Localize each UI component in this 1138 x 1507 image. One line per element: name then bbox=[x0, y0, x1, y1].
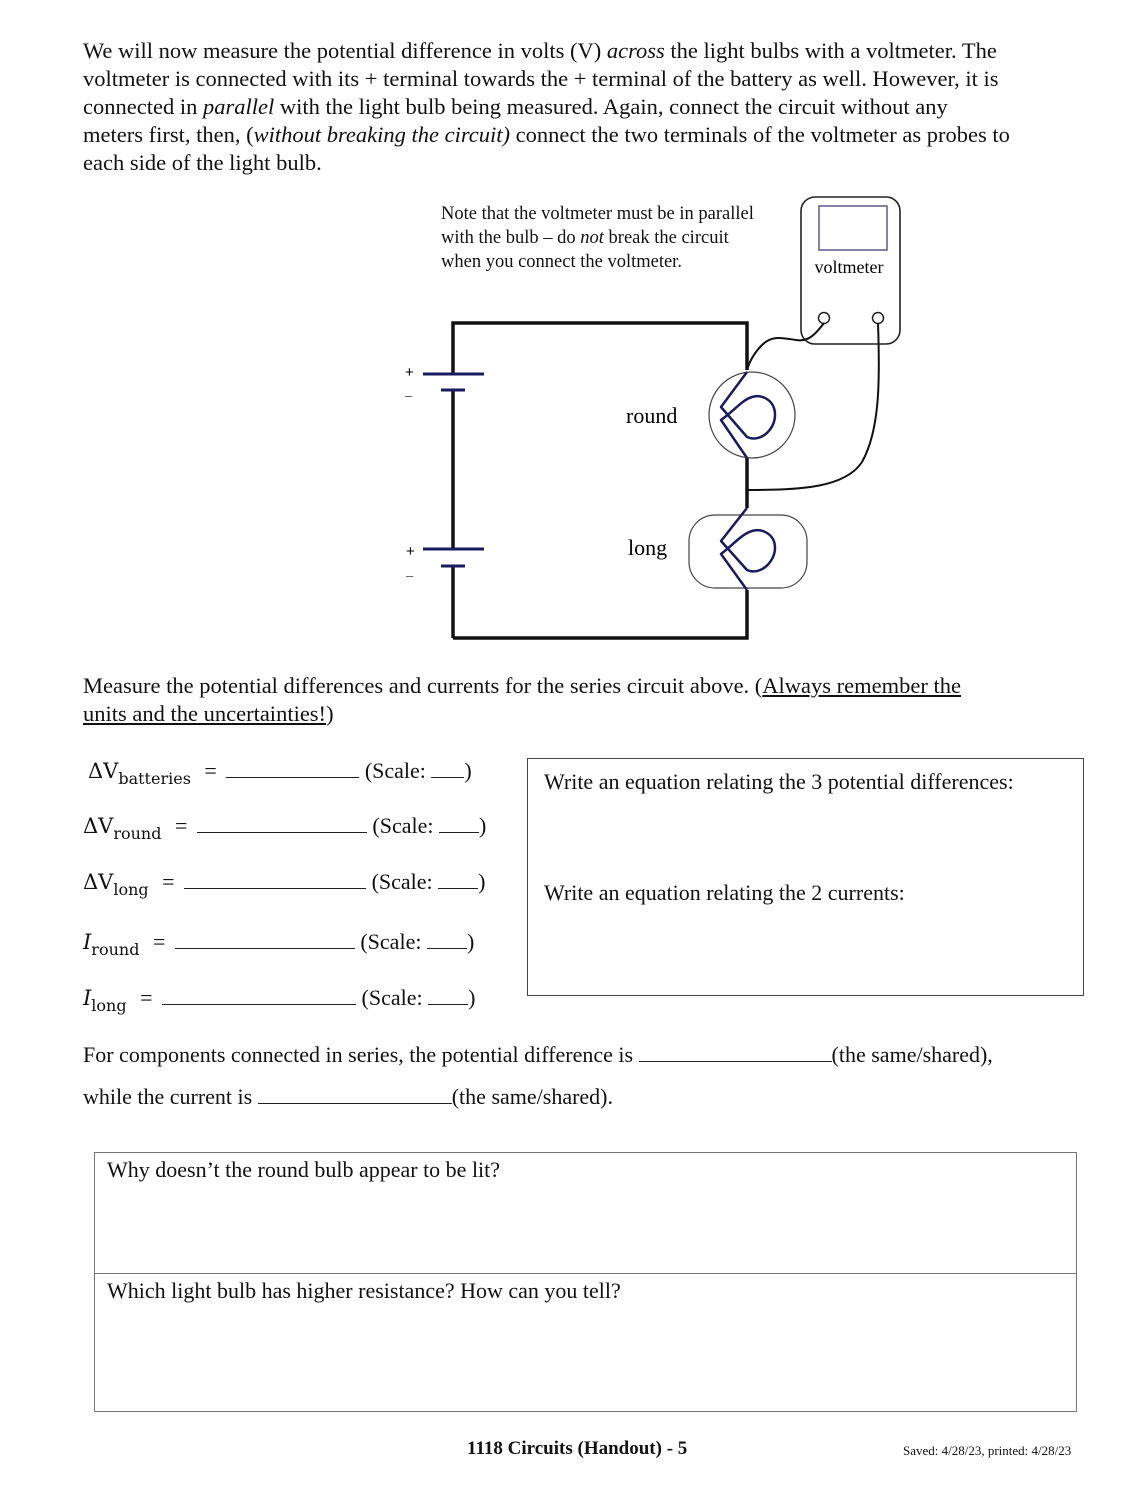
battery-bottom-plus: + bbox=[406, 543, 415, 560]
field-delta-v-long: $\Delta V_{long}$ = (Scale: ) bbox=[83, 869, 486, 899]
value-blank[interactable] bbox=[162, 986, 356, 1005]
battery-top-icon bbox=[423, 374, 484, 390]
voltmeter-minus-terminal bbox=[819, 313, 830, 324]
question-cell-resistance[interactable] bbox=[95, 1274, 1076, 1411]
round-bulb-label: round bbox=[626, 403, 678, 428]
intro-line-4: meters first, then, (without breaking the circuit) connect the two terminals of the voltmeter as probes to bbox=[83, 122, 1010, 147]
battery-top-minus: – bbox=[405, 388, 413, 403]
field-subscript: round bbox=[91, 940, 140, 959]
equation-prompt-currents: Write an equation relating the 2 currents: bbox=[544, 880, 905, 905]
voltmeter-label: voltmeter bbox=[814, 257, 884, 277]
battery-bottom-minus: – bbox=[406, 568, 414, 583]
note-line-3: when you connect the voltmeter. bbox=[441, 252, 682, 272]
voltmeter-screen bbox=[819, 206, 887, 250]
voltmeter-plus-terminal bbox=[873, 313, 884, 324]
equals-sign: = bbox=[174, 813, 188, 838]
field-symbol: ΔV bbox=[88, 759, 119, 783]
question-table bbox=[94, 1152, 1077, 1412]
scale-label: (Scale: bbox=[360, 929, 427, 954]
scale-blank[interactable] bbox=[438, 870, 478, 889]
equals-sign: = bbox=[152, 929, 166, 954]
equals-sign: = bbox=[204, 758, 217, 783]
equation-answer-box[interactable] bbox=[527, 758, 1084, 996]
series-statement-line-1: For components connected in series, the potential difference is (the same/shared), bbox=[83, 1042, 993, 1067]
series-statement-line-2: while the current is (the same/shared). bbox=[83, 1084, 613, 1109]
scale-blank[interactable] bbox=[431, 759, 464, 778]
scale-label: (Scale: bbox=[364, 758, 432, 783]
field-delta-v-round: $\Delta V_{round}$ = (Scale: ) bbox=[83, 813, 487, 843]
battery-bottom-icon bbox=[423, 549, 484, 566]
current-blank[interactable] bbox=[258, 1085, 452, 1104]
question-text: Why doesn’t the round bulb appear to be lit? bbox=[107, 1157, 501, 1182]
voltmeter-leads bbox=[747, 323, 879, 490]
footer-dates: Saved: 4/28/23, printed: 4/28/23 bbox=[903, 1443, 1072, 1458]
field-i-round: $I_{round}$ = (Scale: ) bbox=[83, 929, 475, 959]
equals-sign: = bbox=[162, 869, 175, 894]
question-text: Which light bulb has higher resistance? How can you tell? bbox=[107, 1278, 621, 1303]
scale-label: (Scale: bbox=[361, 985, 429, 1010]
intro-line-1: We will now measure the potential difference in volts (V) across the light bulbs with a voltmeter. The bbox=[83, 38, 997, 63]
equation-prompt-potential: Write an equation relating the 3 potential differences: bbox=[544, 769, 1014, 794]
field-subscript: round bbox=[113, 824, 162, 843]
scale-blank[interactable] bbox=[428, 986, 468, 1005]
round-bulb-icon bbox=[709, 372, 795, 458]
scale-label: (Scale: bbox=[372, 813, 439, 838]
footer-title: 1118 Circuits (Handout) - 5 bbox=[467, 1438, 688, 1459]
intro-line-3: connected in parallel with the light bulb being measured. Again, connect the circuit without any bbox=[83, 94, 948, 119]
question-cell-round-bulb[interactable] bbox=[95, 1153, 1076, 1274]
field-subscript: batteries bbox=[118, 769, 191, 788]
value-blank[interactable] bbox=[184, 870, 366, 889]
battery-top-plus: + bbox=[405, 364, 414, 381]
note-line-2: with the bulb – do not break the circuit bbox=[441, 228, 729, 248]
potential-blank[interactable] bbox=[639, 1043, 832, 1062]
equals-sign: = bbox=[140, 985, 153, 1010]
scale-label: (Scale: bbox=[371, 869, 439, 894]
scale-blank[interactable] bbox=[427, 930, 467, 949]
intro-line-5: each side of the light bulb. bbox=[83, 150, 322, 175]
field-subscript: long bbox=[91, 996, 127, 1015]
value-blank[interactable] bbox=[197, 814, 367, 833]
circuit-wires bbox=[453, 323, 747, 638]
value-blank[interactable] bbox=[175, 930, 355, 949]
note-line-1: Note that the voltmeter must be in parallel bbox=[441, 204, 754, 224]
field-subscript: long bbox=[113, 880, 149, 899]
long-bulb-icon bbox=[689, 508, 807, 590]
circuit-diagram bbox=[0, 0, 1138, 660]
field-i-long: $I_{long}$ = (Scale: ) bbox=[83, 985, 476, 1015]
field-delta-v-batteries: $\Delta V_{batteries}$ = (Scale: ) bbox=[88, 758, 472, 788]
intro-line-2: voltmeter is connected with its + terminal towards the + terminal of the battery as well. However, it is bbox=[83, 66, 999, 91]
scale-blank[interactable] bbox=[439, 814, 479, 833]
value-blank[interactable] bbox=[226, 759, 359, 778]
measure-instructions: Measure the potential differences and currents for the series circuit above. (Always remember the units and the uncertainties!) bbox=[83, 673, 961, 726]
long-bulb-label: long bbox=[628, 535, 668, 560]
